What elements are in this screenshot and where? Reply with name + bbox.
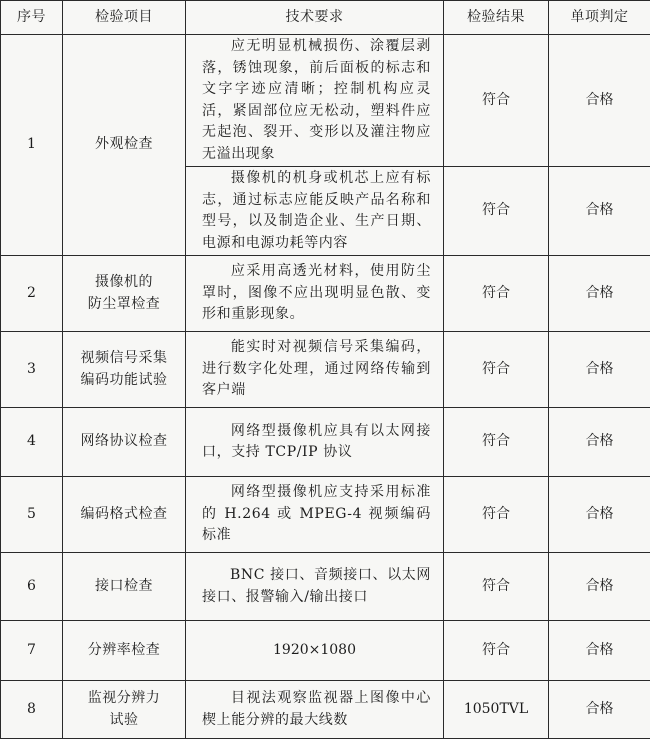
header-item: 检验项目 [63,1,186,35]
row-result: 符合 [444,553,549,621]
table-row [1,681,650,739]
row-number: 2 [1,256,63,332]
row-number: 6 [1,553,63,621]
row-requirement: 能实时对视频信号采集编码，进行数字化处理，通过网络传输到客户端 [186,332,444,408]
row-result: 符合 [444,332,549,408]
row-number: 4 [1,408,63,477]
row-item: 视频信号采集 编码功能试验 [63,332,186,408]
row-verdict: 合格 [549,681,650,739]
row-item: 外观检查 [63,35,186,256]
row-verdict: 合格 [549,408,650,477]
table-row [1,408,650,477]
row-requirement: 网络型摄像机应具有以太网接口，支持 TCP/IP 协议 [186,408,444,477]
row-requirement: 网络型摄像机应支持采用标准的 H.264 或 MPEG-4 视频编码标准 [186,477,444,553]
row-item: 摄像机的 防尘罩检查 [63,256,186,332]
row-result: 符合 [444,167,549,256]
row-result: 符合 [444,621,549,681]
header-no: 序号 [1,1,63,35]
row-result: 符合 [444,477,549,553]
row-item: 分辨率检查 [63,621,186,681]
row-requirement: 1920×1080 [186,621,444,681]
table-row [1,477,650,553]
table-row [1,621,650,681]
header-requirement: 技术要求 [186,1,444,35]
row-requirement: 应无明显机械损伤、涂覆层剥落，锈蚀现象，前后面板的标志和文字字迹应清晰；控制机构应灵活，紧固部位应无松动，塑料件应无起泡、裂开、变形以及灌注物应无溢出现象 [186,35,444,167]
row-number: 7 [1,621,63,681]
row-verdict: 合格 [549,553,650,621]
row-item: 编码格式检查 [63,477,186,553]
row-number: 8 [1,681,63,739]
header-verdict: 单项判定 [549,1,650,35]
header-result: 检验结果 [444,1,549,35]
row-result: 1050TVL [444,681,549,739]
row-verdict: 合格 [549,621,650,681]
row-number: 1 [1,35,63,256]
header-row [1,1,650,35]
row-verdict: 合格 [549,35,650,167]
row-requirement: BNC 接口、音频接口、以太网接口、报警输入/输出接口 [186,553,444,621]
row-verdict: 合格 [549,256,650,332]
row-number: 5 [1,477,63,553]
row-verdict: 合格 [549,332,650,408]
row-item: 接口检查 [63,553,186,621]
row-result: 符合 [444,35,549,167]
table-row [1,553,650,621]
row-requirement: 摄像机的机身或机芯上应有标志，通过标志应能反映产品名称和型号，以及制造企业、生产日期、电源和电源功耗等内容 [186,167,444,256]
row-requirement: 应采用高透光材料，使用防尘罩时，图像不应出现明显色散、变形和重影现象。 [186,256,444,332]
row-requirement: 目视法观察监视器上图像中心楔上能分辨的最大线数 [186,681,444,739]
row-item: 网络协议检查 [63,408,186,477]
table-row [1,332,650,408]
row-result: 符合 [444,256,549,332]
row-number: 3 [1,332,63,408]
row-verdict: 合格 [549,477,650,553]
row-item: 监视分辨力 试验 [63,681,186,739]
table-row [1,256,650,332]
row-verdict: 合格 [549,167,650,256]
table-row [1,35,650,167]
row-result: 符合 [444,408,549,477]
